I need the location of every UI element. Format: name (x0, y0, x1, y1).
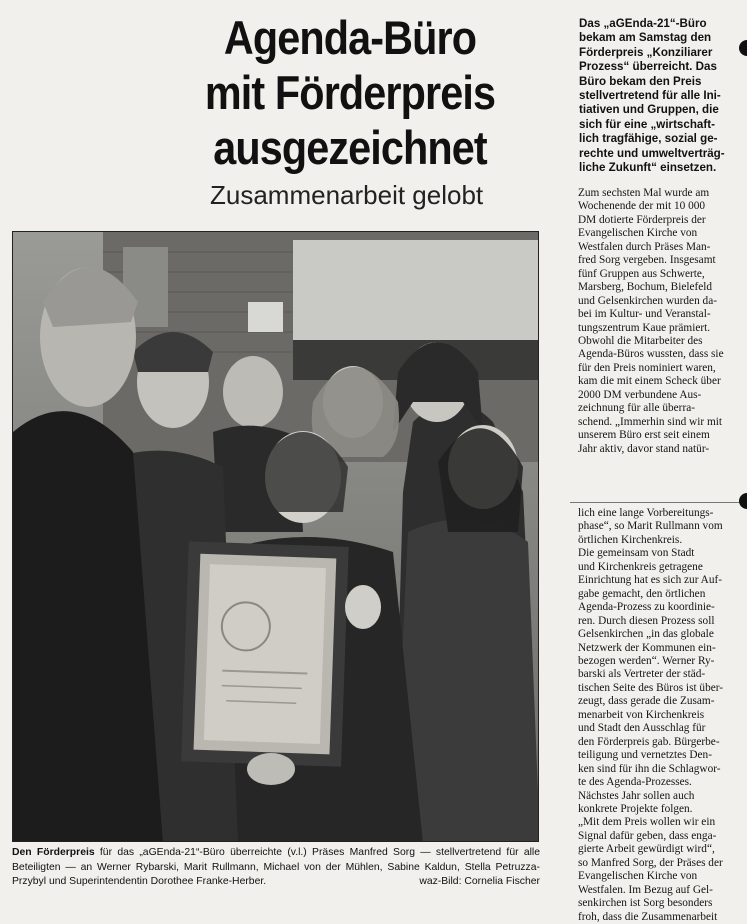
body-line: Westfalen durch Präses Man- (578, 240, 711, 253)
body-line: so Manfred Sorg, der Präses der (578, 856, 723, 869)
body-line: schend. „Immerhin sind wir mit (578, 415, 723, 428)
body-line: und Stadt den Ausschlag für (578, 722, 706, 735)
body-line: konkrete Projekte folgen. (578, 802, 693, 815)
lead-line: sich für eine „wirtschaft- (579, 117, 715, 131)
body-line: ken sind für ihn die Schlagwor- (578, 762, 721, 775)
photo-credit: waz-Bild: Cornelia Fischer (419, 876, 540, 887)
body-line: tischen Seite des Büros ist über- (578, 681, 724, 694)
body-line: Westfalen. Im Bezug auf Gel- (578, 883, 713, 896)
lead-line: rechte und umweltverträg- (579, 146, 725, 160)
lead-line: stellvertretend für alle Ini- (579, 89, 721, 103)
body-line: „Mit dem Preis wollen wir ein (578, 816, 716, 829)
body-line: unserem Büro erst seit einem (578, 429, 710, 442)
body-line: kam die mit einem Scheck über (578, 375, 721, 388)
body-line: und Kirchenkreis getragene (578, 560, 703, 573)
body-line: Jahr aktiv, davor stand natür- (578, 442, 710, 455)
caption-text: für das „aGEnda-21“-Büro überreichte (v.l.) Präses Manfred Sorg — stellvertretend für alle Beteiligten — an Werner Rybarski, Marit Rullmann, Michael von der Mühlen, Sabine Kaldun, Stella Petruzza-Przybyl und Superintendentin Dorothee Franke-Herber. (12, 847, 541, 887)
photo-caption (12, 846, 540, 890)
body-line: lich eine lange Vorbereitungs- (578, 507, 714, 519)
body-line: Agenda-Prozess zu koordinie- (578, 601, 715, 614)
body-line: gabe gemacht, den örtlichen (578, 587, 706, 600)
body-line: Nächstes Jahr sollen auch (578, 789, 695, 802)
lead-line: Prozess“ überreicht. Das (579, 60, 717, 74)
body-line: Wochenende der mit 10 000 (578, 200, 706, 213)
press-photo (12, 231, 539, 842)
body-line: Signal dafür geben, dass enga- (578, 829, 717, 842)
body-line: DM dotierte Förderpreis der (578, 213, 706, 226)
body-line: tungszentrum Kaue prämiert. (578, 321, 711, 334)
body-line: ren. Durch diesen Prozess soll (578, 614, 715, 627)
body-line: phase“, so Marit Rullmann vom (578, 520, 723, 533)
lead-line: Das „aGEnda-21“-Büro (579, 17, 707, 30)
body-line: Evangelischen Kirche von (578, 227, 698, 240)
lead-line: lich tragfähige, sozial ge- (579, 132, 718, 146)
body-line: gierte Arbeit gewürdigt wird“, (578, 843, 715, 856)
body-line: Einrichtung hat es sich zur Auf- (578, 574, 722, 587)
body-line: senkirchen ist Sorg besonders (578, 897, 713, 910)
body-line: für den Preis nominiert waren, (578, 361, 716, 374)
body-line: Marsberg, Bochum, Bielefeld (578, 281, 713, 294)
lead-line: Förderpreis „Konziliarer (579, 45, 713, 59)
body-line: froh, dass die Zusammenarbeit (578, 910, 718, 923)
lead-paragraph (579, 17, 743, 175)
body-line: Obwohl die Mitarbeiter des (578, 334, 703, 347)
body-column-top (578, 187, 742, 456)
body-line: zeugt, dass gerade die Zusam- (578, 695, 715, 708)
body-line: teiligung und vernetztes Den- (578, 749, 712, 762)
body-column-bottom (578, 507, 742, 924)
body-line: Netzwerk der Kommunen ein- (578, 641, 716, 654)
body-line: örtlichen Kirchenkreis. (578, 533, 683, 546)
lead-line: tiativen und Gruppen, die (579, 103, 719, 117)
body-line: bezogen werden“. Werner Ry- (578, 654, 715, 667)
headline (165, 10, 535, 175)
lead-line: bekam am Samstag den (579, 31, 712, 45)
body-line: barski als Vertreter der städ- (578, 668, 706, 681)
body-line: und Gelsenkirchen wurden da- (578, 294, 717, 307)
body-line: 2000 DM verbundene Aus- (578, 388, 702, 401)
headline-line-3: ausgezeichnet (213, 121, 487, 174)
body-line: den Förderpreis gab. Bürgerbe- (578, 735, 720, 748)
column-divider (570, 502, 742, 503)
headline-line-2: mit Förderpreis (204, 66, 496, 119)
body-line: te des Agenda-Prozesses. (578, 776, 692, 789)
body-line: bei im Kultur- und Veranstal- (578, 308, 711, 321)
body-line: Gelsenkirchen „in das globale (578, 628, 714, 641)
headline-line-1: Agenda-Büro (223, 11, 477, 64)
body-line: menarbeit von Kirchenkreis (578, 708, 705, 721)
body-line: Evangelischen Kirche von (578, 870, 698, 883)
subheadline: Zusammenarbeit gelobt (210, 180, 484, 210)
body-line: fred Sorg vergeben. Insgesamt (578, 254, 716, 267)
body-line: fünf Gruppen aus Schwerte, (578, 267, 705, 280)
lead-line: Büro bekam den Preis (579, 74, 702, 88)
body-line: Zum sechsten Mal wurde am (578, 187, 710, 199)
body-line: Agenda-Büros wussten, dass sie (578, 348, 724, 361)
lead-line: liche Zukunft“ einsetzen. (579, 161, 717, 175)
body-line: Die gemeinsam von Stadt (578, 547, 695, 560)
body-line: zeichnung für alle überra- (578, 402, 695, 415)
caption-bold: Den Förderpreis (12, 847, 95, 858)
